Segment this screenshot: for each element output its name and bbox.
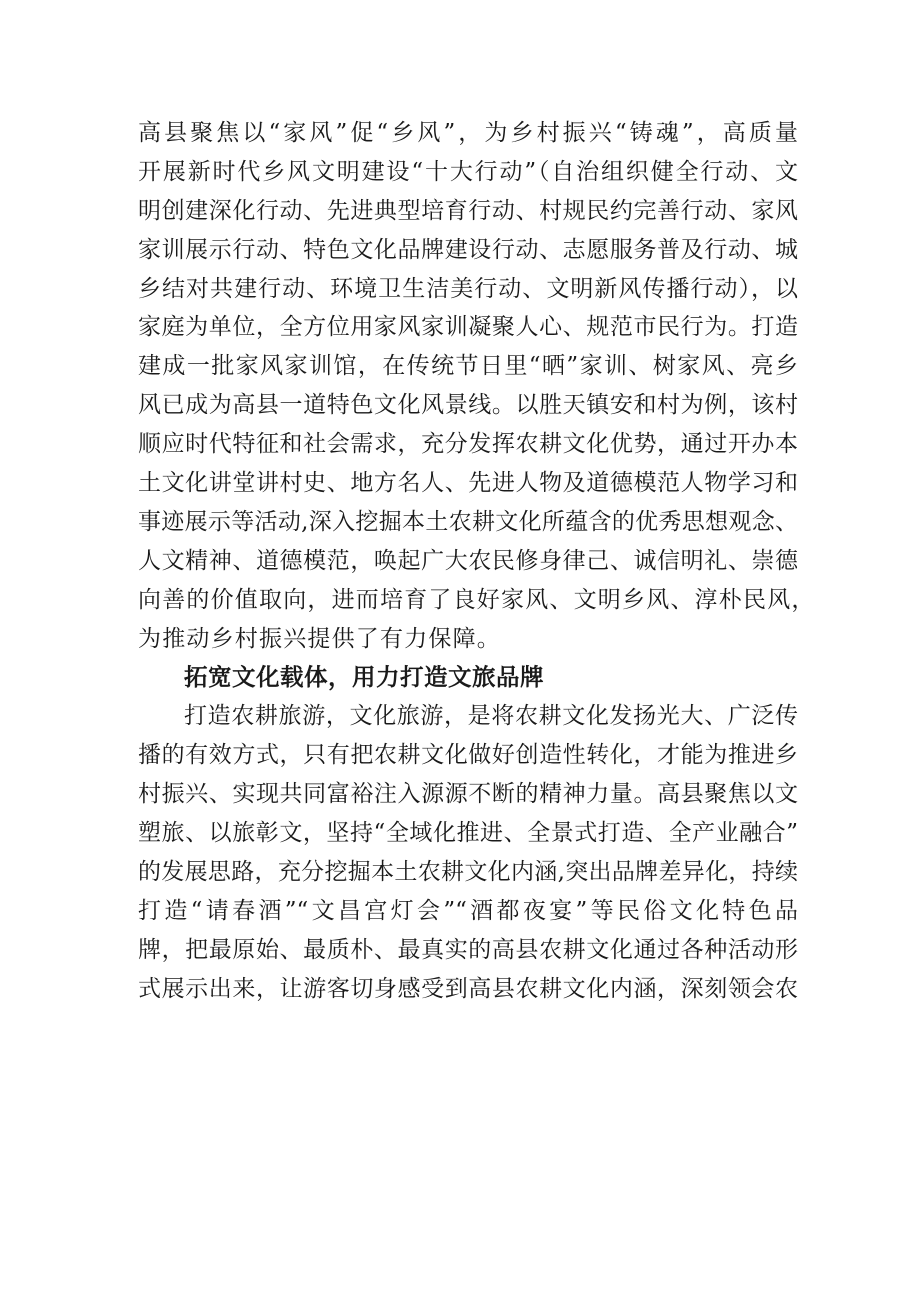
paragraph-line: 高县聚焦以“家风”促“乡风”，为乡村振兴“铸魂”，高质量 (138, 120, 798, 146)
paragraph-line: 家训展示行动、特色文化品牌建设行动、志愿服务普及行动、城 (138, 236, 798, 263)
document-body (138, 114, 816, 1008)
paragraph-line: 家庭为单位，全方位用家风家训凝聚人心、规范市民行为。打造 (138, 314, 798, 341)
paragraph-line: 播的有效方式，只有把农耕文化做好创造性转化，才能为推进乡 (138, 742, 798, 769)
paragraph-line: 式展示出来，让游客切身感受到高县农耕文化内涵，深刻领会农 (138, 975, 798, 1002)
paragraph-line: 为推动乡村振兴提供了有力保障。 (138, 625, 501, 652)
paragraph-line: 向善的价值取向，进而培育了良好家风、文明乡风、淳朴民风， (138, 586, 816, 613)
paragraph-line: 的发展思路，充分挖掘本土农耕文化内涵,突出品牌差异化，持续 (138, 858, 798, 885)
paragraph-line: 塑旅、以旅彰文，坚持“全域化推进、全景式打造、全产业融合” (138, 820, 798, 847)
paragraph-line: 牌，把最原始、最质朴、最真实的高县农耕文化通过各种活动形 (138, 936, 798, 963)
paragraph-line: 顺应时代特征和社会需求，充分发挥农耕文化优势，通过开办本 (138, 431, 798, 458)
paragraph-line: 土文化讲堂讲村史、地方名人、先进人物及道德模范人物学习和 (138, 470, 798, 497)
paragraph-line: 村振兴、实现共同富裕注入源源不断的精神力量。高县聚焦以文 (138, 781, 798, 808)
paragraph-line: 乡结对共建行动、环境卫生洁美行动、文明新风传播行动），以 (138, 275, 798, 302)
paragraph-1 (138, 114, 816, 658)
paragraph-line: 事迹展示等活动,深入挖掘本土农耕文化所蕴含的优秀思想观念、 (138, 508, 798, 535)
paragraph-line: 打造“请春酒”“文昌宫灯会”“酒都夜宴”等民俗文化特色品 (138, 897, 798, 924)
paragraph-line: 风已成为高县一道特色文化风景线。以胜天镇安和村为例，该村 (138, 392, 798, 419)
paragraph-line: 开展新时代乡风文明建设“十大行动”（自治组织健全行动、文 (138, 158, 798, 185)
paragraph-line: 明创建深化行动、先进典型培育行动、村规民约完善行动、家风 (138, 197, 798, 224)
paragraph-line: 人文精神、道德模范，唤起广大农民修身律己、诚信明礼、崇德 (138, 547, 798, 574)
paragraph-line: 打造农耕旅游，文化旅游，是将农耕文化发扬光大、广泛传 (184, 703, 798, 730)
paragraph-2 (138, 697, 798, 1008)
section-heading: 拓宽文化载体，用力打造文旅品牌 (184, 663, 544, 692)
paragraph-line: 建成一批家风家训馆，在传统节日里“晒”家训、树家风、亮乡 (138, 353, 798, 380)
